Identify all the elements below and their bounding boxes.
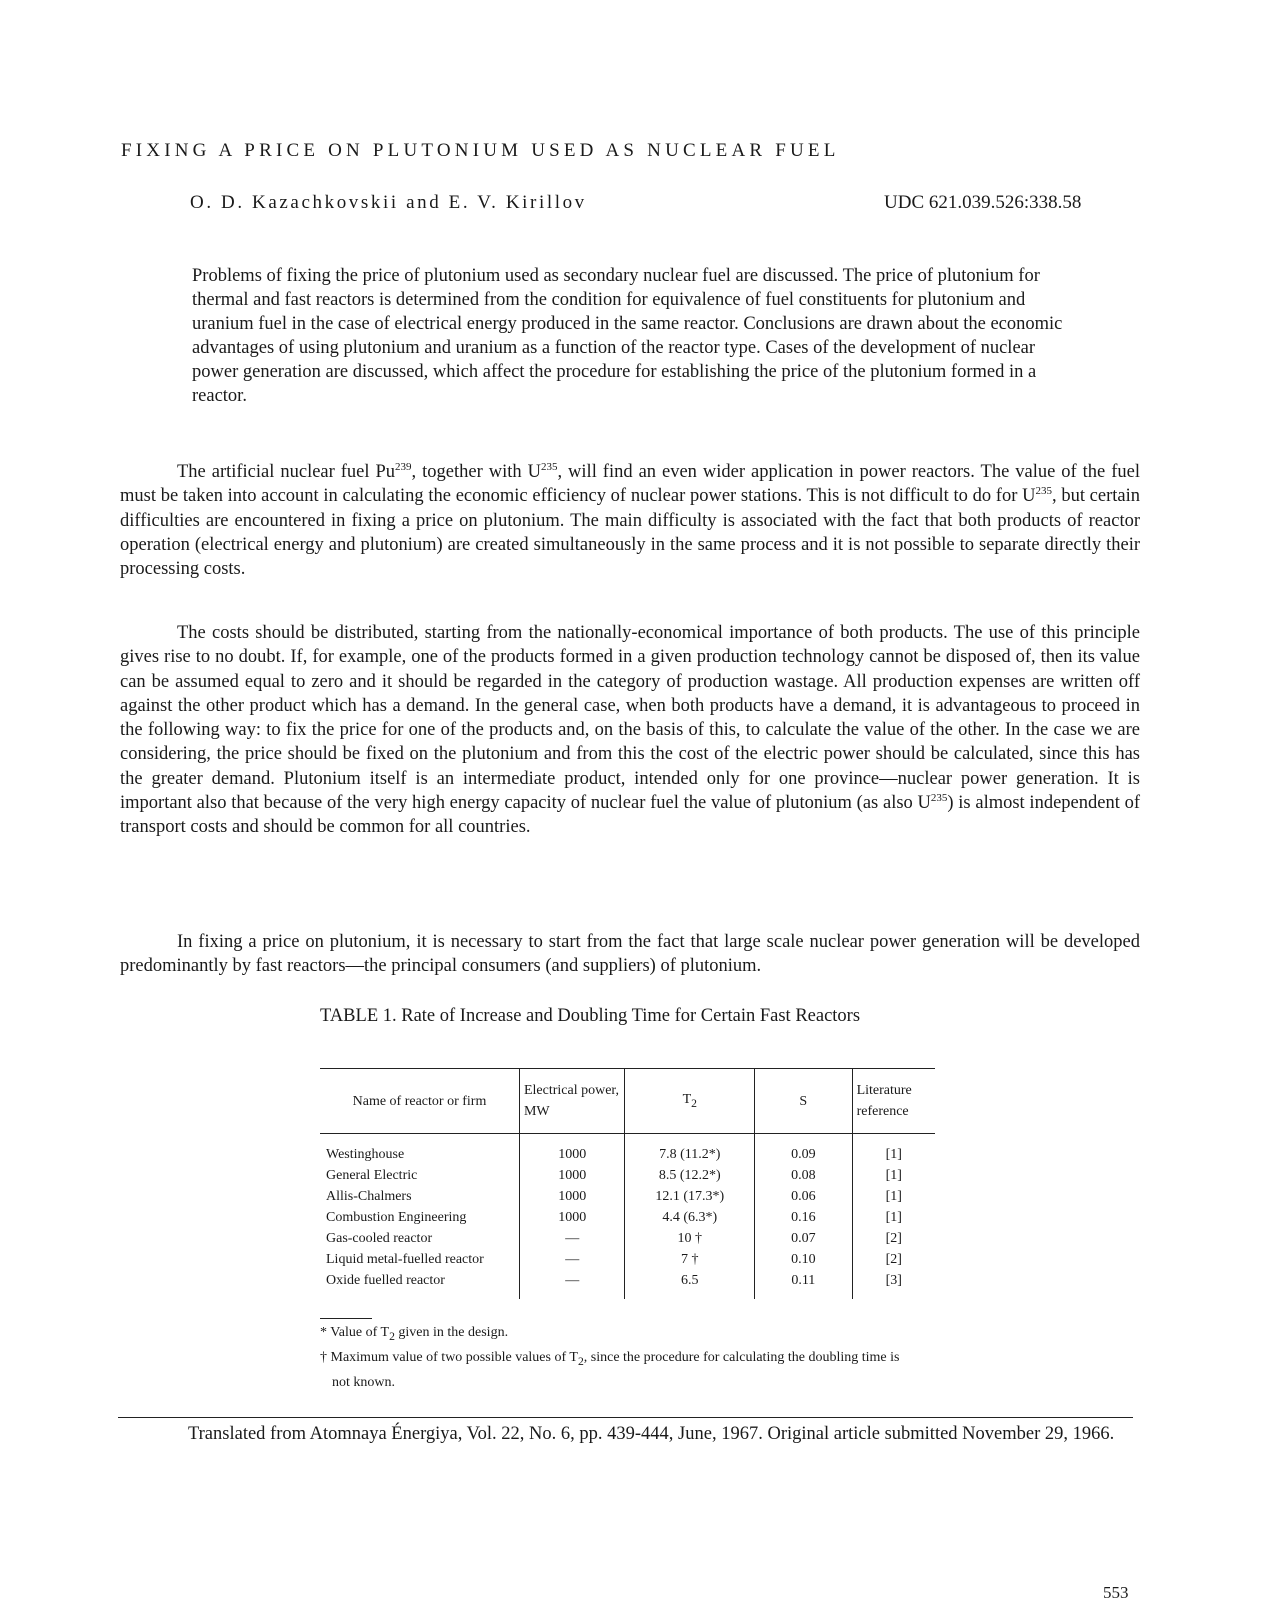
cell-reactor-name: Liquid metal-fuelled reactor — [320, 1249, 519, 1270]
cell-reference: [2] — [885, 1231, 902, 1246]
table-row — [320, 1134, 935, 1166]
cell-reactor-name: Allis-Chalmers — [320, 1186, 519, 1207]
cell-s: 0.11 — [755, 1270, 852, 1299]
table-row — [320, 1165, 935, 1186]
cell-s: 0.08 — [755, 1165, 852, 1186]
table-row — [320, 1207, 935, 1228]
cell-s: 0.09 — [755, 1134, 852, 1166]
cell-s: 0.10 — [755, 1249, 852, 1270]
cell-reactor-name: Gas-cooled reactor — [320, 1228, 519, 1249]
u-isotope-sup: 235 — [540, 461, 558, 473]
cell-t2: 7 † — [625, 1249, 755, 1270]
p2-text-b: ) is almost independent of transport costs and should be common for all countries. — [120, 793, 1140, 838]
table-caption: TABLE 1. Rate of Increase and Doubling Time for Certain Fast Reactors — [320, 1006, 861, 1026]
cell-t2: 4.4 (6.3*) — [625, 1207, 755, 1228]
header-ref: Literature reference — [852, 1069, 935, 1134]
p3-text: In fixing a price on plutonium, it is necessary to start from the fact that large scale nuclear power generation will be developed predominantly by fast reactors—the principal consumers (and suppliers) of plutonium. — [120, 932, 1140, 977]
footnote-1: * Value of $T_2$ given in the design. — [320, 1325, 509, 1343]
cell-s: 0.06 — [755, 1186, 852, 1207]
abstract-text: Problems of fixing the price of plutonium used as secondary nuclear fuel are discussed. The price of plutonium for thermal and fast reactors is determined from the condition for equivalence of fuel constituents for plutonium and uranium fuel in the case of electrical energy produced in the same reactor. Conclusions are drawn about the economic advantages of using plutonium and uranium as a function of the reactor type. Cases of the development of nuclear power generation are discussed, which affect the procedure for establishing the price of the plutonium formed in a reactor. — [192, 266, 1063, 406]
cell-reference: [1] — [885, 1189, 902, 1204]
cell-t2: 8.5 (12.2*) — [625, 1165, 755, 1186]
u-isotope-sup-2: 235 — [1035, 485, 1052, 498]
table-row — [320, 1186, 935, 1207]
header-t2: $T_2$ — [625, 1069, 755, 1134]
p1-text-c: , will find an even wider application in power reactors. The value of the fuel must be taken into account in calculating the economic efficiency of nuclear power stations. This is not difficult to do for U — [120, 462, 1140, 507]
authors: O. D. Kazachkovskii and E. V. Kirillov — [190, 192, 587, 213]
cell-t2: 7.8 (11.2*) — [625, 1134, 755, 1166]
cell-reactor-name: Oxide fuelled reactor — [320, 1270, 519, 1299]
cell-power: 1000 — [519, 1186, 625, 1207]
udc-code: UDC 621.039.526:338.58 — [884, 192, 1082, 213]
cell-power: — — [519, 1249, 625, 1270]
cell-reactor-name: Combustion Engineering — [320, 1207, 519, 1228]
table-row — [320, 1228, 935, 1249]
footnote-rule — [320, 1318, 372, 1319]
cell-power: 1000 — [519, 1134, 625, 1166]
cell-power: 1000 — [519, 1207, 625, 1228]
cell-reference: [1] — [885, 1168, 902, 1183]
paragraph-2 — [120, 621, 1140, 840]
cell-reference: [3] — [885, 1273, 902, 1288]
cell-t2: 6.5 — [625, 1270, 755, 1299]
cell-reactor-name: Westinghouse — [320, 1134, 519, 1166]
cell-s: 0.07 — [755, 1228, 852, 1249]
article-title: FIXING A PRICE ON PLUTONIUM USED AS NUCLEAR FUEL — [121, 140, 840, 161]
translation-note — [120, 1423, 1120, 1446]
table-row — [320, 1249, 935, 1270]
page-number: 553 — [1103, 1583, 1129, 1602]
table-1 — [320, 1068, 935, 1299]
cell-power: 1000 — [519, 1165, 625, 1186]
table-header-row — [320, 1069, 935, 1134]
cell-t2: 10 † — [625, 1228, 755, 1249]
p1-text-b: , together with U — [411, 462, 541, 482]
cell-s: 0.16 — [755, 1207, 852, 1228]
p1-text-a: The artificial nuclear fuel Pu — [177, 462, 396, 482]
header-name: Name of reactor or firm — [320, 1069, 519, 1134]
paragraph-1 — [120, 460, 1140, 581]
abstract — [192, 264, 1082, 408]
footnote-2: † Maximum value of two possible values of $T_2$, since the procedure for calculating the doubling time is not known. — [320, 1349, 900, 1390]
reactor-table — [320, 1068, 935, 1299]
cell-power: — — [519, 1228, 625, 1249]
header-power: Electrical power, MW — [519, 1069, 625, 1134]
cell-reference: [1] — [885, 1147, 902, 1162]
table-footnotes — [320, 1322, 920, 1393]
cell-reference: [1] — [885, 1210, 902, 1225]
u-isotope-sup-3: 235 — [930, 792, 948, 805]
paragraph-3 — [120, 930, 1140, 979]
translation-text: Translated from Atomnaya Énergiya, Vol. 22, No. 6, pp. 439-444, June, 1967. Original article submitted November 29, 1966. — [188, 1424, 1115, 1444]
cell-reference: [2] — [885, 1252, 902, 1267]
header-s: S — [755, 1069, 852, 1134]
p2-text-a: The costs should be distributed, starting from the nationally-economical importance of both products. The use of this principle gives rise to no doubt. If, for example, one of the products formed in a given production technology cannot be disposed of, then its value can be assumed equal to zero and it should be regarded in the category of production wastage. All production expenses are written off against the other product which has a demand. In the general case, when both products have a demand, it is advantageous to proceed in the following way: to fix the price for one of the products and, on the basis of this, to calculate the value of the other. In the case we are considering, the price should be fixed on the plutonium and from this the cost of the electric power should be calculated, since this has the greater demand. Plutonium itself is an intermediate product, intended only for one province—nuclear power generation. It is important also that because of the very high energy capacity of nuclear fuel the value of plutonium (as also U — [120, 623, 1140, 814]
cell-reactor-name: General Electric — [320, 1165, 519, 1186]
cell-power: — — [519, 1270, 625, 1299]
footer-rule — [118, 1417, 1133, 1418]
pu-isotope-sup: 239 — [395, 461, 412, 473]
cell-t2: 12.1 (17.3*) — [625, 1186, 755, 1207]
table-row — [320, 1270, 935, 1299]
p1-text-d: , but certain difficulties are encountered in fixing a price on plutonium. The main difficulty is associated with the fact that both products of reactor operation (electrical energy and plutonium) are created simultaneously in the same process and it is not possible to separate directly their processing costs. — [120, 486, 1140, 580]
